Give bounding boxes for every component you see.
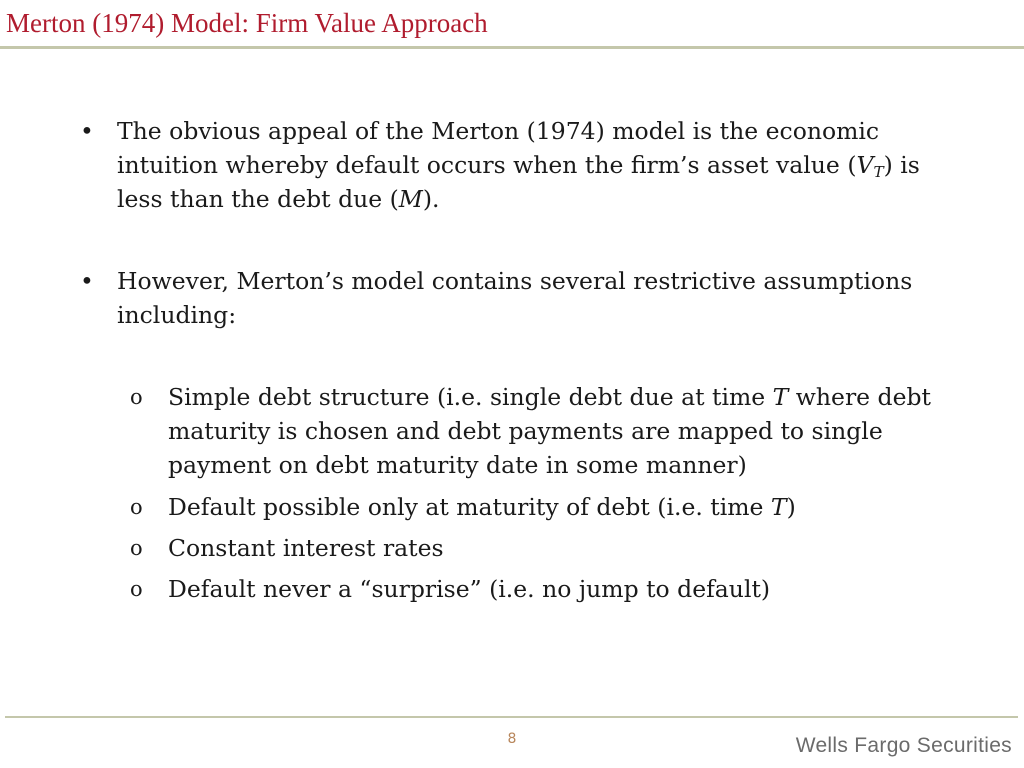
page-number: 8 xyxy=(507,731,517,747)
math-variable: T xyxy=(770,493,787,521)
bullet-text xyxy=(117,114,967,216)
sub-bullet-marker: o xyxy=(130,577,143,601)
math-subscript: T xyxy=(873,162,884,181)
footer-divider xyxy=(5,716,1018,718)
math-variable: M xyxy=(398,185,423,213)
bullet-marker: • xyxy=(80,267,94,295)
text-run: ) xyxy=(786,493,796,521)
text-run: where debt maturity is chosen and debt payments are mapped to single payment on debt maturity date in some manner) xyxy=(168,383,931,479)
sub-bullet-text xyxy=(168,490,968,524)
text-run: The obvious appeal of the Merton (1974) model is the economic intuition whereby default occurs when the firm’s asset value ( xyxy=(117,117,880,179)
sub-bullet-text: Default never a “surprise” (i.e. no jump to default) xyxy=(168,575,771,603)
math-variable: V xyxy=(856,151,874,179)
slide-title: Merton (1974) Model: Firm Value Approach xyxy=(6,8,488,38)
title-divider xyxy=(0,46,1024,49)
bullet-marker: • xyxy=(80,117,94,145)
sub-bullet-marker: o xyxy=(130,495,143,519)
math-variable: T xyxy=(772,383,789,411)
text-run: ) is less than the debt due ( xyxy=(117,151,920,213)
bullet-text: However, Merton’s model contains several restrictive assumptions including: xyxy=(117,267,913,329)
sub-bullet-marker: o xyxy=(130,385,143,409)
sub-bullet-marker: o xyxy=(130,536,143,560)
text-run: Default possible only at maturity of debt (i.e. time xyxy=(168,493,771,521)
sub-bullet-text: Constant interest rates xyxy=(168,534,444,562)
sub-bullet-text xyxy=(168,380,968,482)
text-run: ). xyxy=(422,185,440,213)
brand-logo-text: Wells Fargo Securities xyxy=(795,734,1012,757)
text-run: Simple debt structure (i.e. single debt due at time xyxy=(168,383,773,411)
